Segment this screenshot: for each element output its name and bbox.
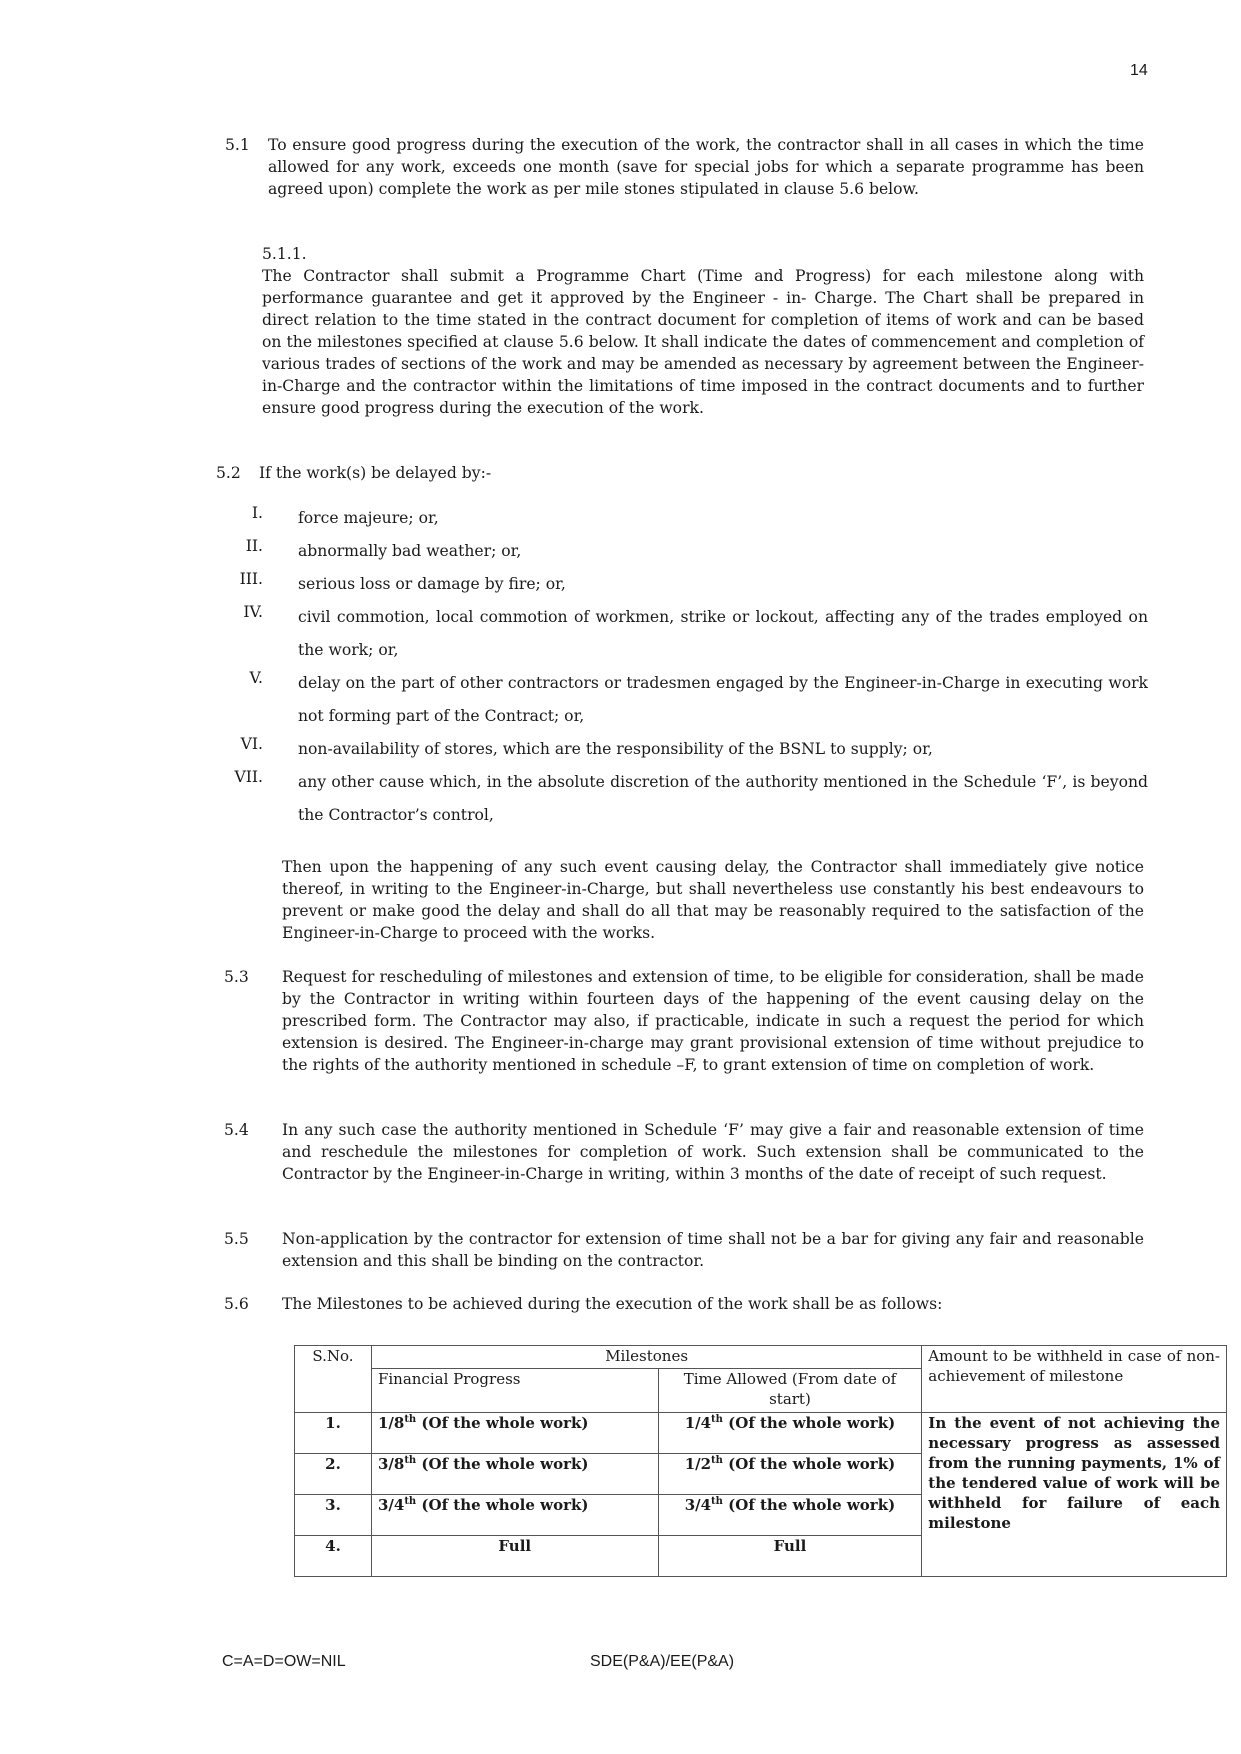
cell-time-allowed: [658, 1413, 922, 1454]
header-financial-progress: Financial Progress: [371, 1368, 658, 1412]
cell-penalty: In the event of not achieving the necessary progress as assessed from the running payments, 1% of the tendered value of work will be withheld for failure of each milestone: [922, 1413, 1227, 1577]
delay-cause-text: non-availability of stores, which are the responsibility of the BSNL to supply; or,: [298, 740, 933, 758]
clause-5-1-1-number: 5.1.1.: [262, 245, 307, 263]
fraction: 3/4: [377, 1496, 405, 1514]
cell-sno: 2.: [295, 1454, 372, 1495]
cell-sno: 1.: [295, 1413, 372, 1454]
fraction: 1/2: [684, 1455, 712, 1473]
cell-sno: 3.: [295, 1495, 372, 1536]
clause-5-6-number: 5.6: [224, 1295, 249, 1313]
ordinal-suffix: th: [711, 1455, 723, 1466]
clause-5-4-number: 5.4: [224, 1121, 249, 1139]
ordinal-suffix: th: [404, 1414, 417, 1425]
cell-sno: 4.: [295, 1536, 372, 1577]
header-sno: S.No.: [295, 1346, 372, 1413]
table-header-row: [295, 1346, 1227, 1369]
delay-cause-text: abnormally bad weather; or,: [298, 542, 522, 560]
delay-cause-text: any other cause which, in the absolute discretion of the authority mentioned in the Schedule ‘F’, is beyond the Contractor’s control,: [298, 773, 1148, 824]
clause-5-1-number: 5.1: [225, 136, 250, 154]
fraction-qualifier: (Of the whole work): [722, 1496, 896, 1514]
ordinal-suffix: th: [711, 1496, 723, 1507]
clause-5-5-text: Non-application by the contractor for extension of time shall not be a bar for giving any fair and reasonable extension and this shall be binding on the contractor.: [282, 1230, 1144, 1270]
ordinal-suffix: th: [711, 1414, 723, 1425]
fraction-qualifier: (Of the whole work): [416, 1496, 589, 1514]
clause-5-3-number: 5.3: [224, 968, 249, 986]
roman-numeral: VI.: [240, 735, 263, 753]
roman-numeral: VII.: [234, 768, 263, 786]
fraction: 3/4: [684, 1496, 712, 1514]
roman-numeral: V.: [249, 669, 263, 687]
fraction-qualifier: (Of the whole work): [416, 1414, 589, 1432]
table-row: [295, 1413, 1227, 1454]
clause-5-1-1-text: The Contractor shall submit a Programme Chart (Time and Progress) for each milestone along with performance guarantee and get it approved by the Engineer - in- Charge. The Chart shall be prepared in direct relation to the time stated in the contract document for completion of items of work and can be based on the milestones specified at clause 5.6 below. It shall indicate the dates of commencement and completion of various trades of sections of the work and may be amended as necessary by agreement between the Engineer-in-Charge and the contractor within the limitations of time imposed in the contract documents and to further ensure good progress during the execution of the work.: [262, 267, 1144, 417]
roman-numeral: I.: [251, 504, 263, 522]
header-milestones: Milestones: [371, 1346, 921, 1369]
clause-5-2-conclusion: Then upon the happening of any such event causing delay, the Contractor shall immediately give notice thereof, in writing to the Engineer-in-Charge, but shall nevertheless use constantly his best endeavours to prevent or make good the delay and shall do all that may be reasonably required to the satisfaction of the Engineer-in-Charge to proceed with the works.: [282, 858, 1144, 942]
delay-cause-text: civil commotion, local commotion of workmen, strike or lockout, affecting any of the trades employed on the work; or,: [298, 608, 1148, 659]
ordinal-suffix: th: [404, 1455, 417, 1466]
footer-left: C=A=D=OW=NIL: [222, 1653, 346, 1670]
delay-cause-text: serious loss or damage by fire; or,: [298, 575, 566, 593]
fraction-qualifier: (Of the whole work): [722, 1414, 896, 1432]
delay-cause-text: delay on the part of other contractors or tradesmen engaged by the Engineer-in-Charge in executing work not forming part of the Contract; or,: [298, 674, 1148, 725]
fraction: 3/8: [377, 1455, 405, 1473]
clause-5-1-text: To ensure good progress during the execution of the work, the contractor shall in all cases in which the time allowed for any work, exceeds one month (save for special jobs for which a separate programme has been agreed upon) complete the work as per mile stones stipulated in clause 5.6 below.: [268, 136, 1144, 198]
milestone-table: [294, 1345, 1227, 1577]
header-amount-withheld: Amount to be withheld in case of non-achievement of milestone: [922, 1346, 1227, 1413]
cell-financial-progress: Full: [371, 1536, 658, 1577]
page-number: 14: [1130, 62, 1148, 79]
cell-financial-progress: [371, 1495, 658, 1536]
delay-cause-text: force majeure; or,: [298, 509, 439, 527]
roman-numeral: II.: [245, 537, 263, 555]
clause-5-3-text: Request for rescheduling of milestones and extension of time, to be eligible for consideration, shall be made by the Contractor in writing within fourteen days of the happening of the event causing delay on the prescribed form. The Contractor may also, if practicable, indicate in such a request the period for which extension is desired. The Engineer-in-charge may grant provisional extension of time without prejudice to the rights of the authority mentioned in schedule –F, to grant extension of time on completion of work.: [282, 968, 1144, 1074]
cell-time-allowed: [658, 1495, 922, 1536]
clause-5-5-number: 5.5: [224, 1230, 249, 1248]
cell-time-allowed: [658, 1454, 922, 1495]
roman-numeral: IV.: [243, 603, 263, 621]
fraction-qualifier: (Of the whole work): [416, 1455, 589, 1473]
header-time-allowed: Time Allowed (From date of start): [658, 1368, 922, 1412]
clause-5-6-text: The Milestones to be achieved during the execution of the work shall be as follows:: [282, 1295, 943, 1313]
fraction-qualifier: (Of the whole work): [722, 1455, 896, 1473]
clause-5-2-number: 5.2: [216, 464, 241, 482]
clause-5-2-intro: If the work(s) be delayed by:-: [259, 464, 492, 482]
footer-center: SDE(P&A)/EE(P&A): [590, 1653, 735, 1670]
cell-time-allowed: Full: [658, 1536, 922, 1577]
cell-financial-progress: [371, 1454, 658, 1495]
fraction: 1/8: [377, 1414, 405, 1432]
roman-numeral: III.: [239, 570, 263, 588]
clause-5-4-text: In any such case the authority mentioned in Schedule ‘F’ may give a fair and reasonable extension of time and reschedule the milestones for completion of work. Such extension shall be communicated to the Contractor by the Engineer-in-Charge in writing, within 3 months of the date of receipt of such request.: [282, 1121, 1144, 1183]
ordinal-suffix: th: [404, 1496, 417, 1507]
fraction: 1/4: [684, 1414, 712, 1432]
cell-financial-progress: [371, 1413, 658, 1454]
